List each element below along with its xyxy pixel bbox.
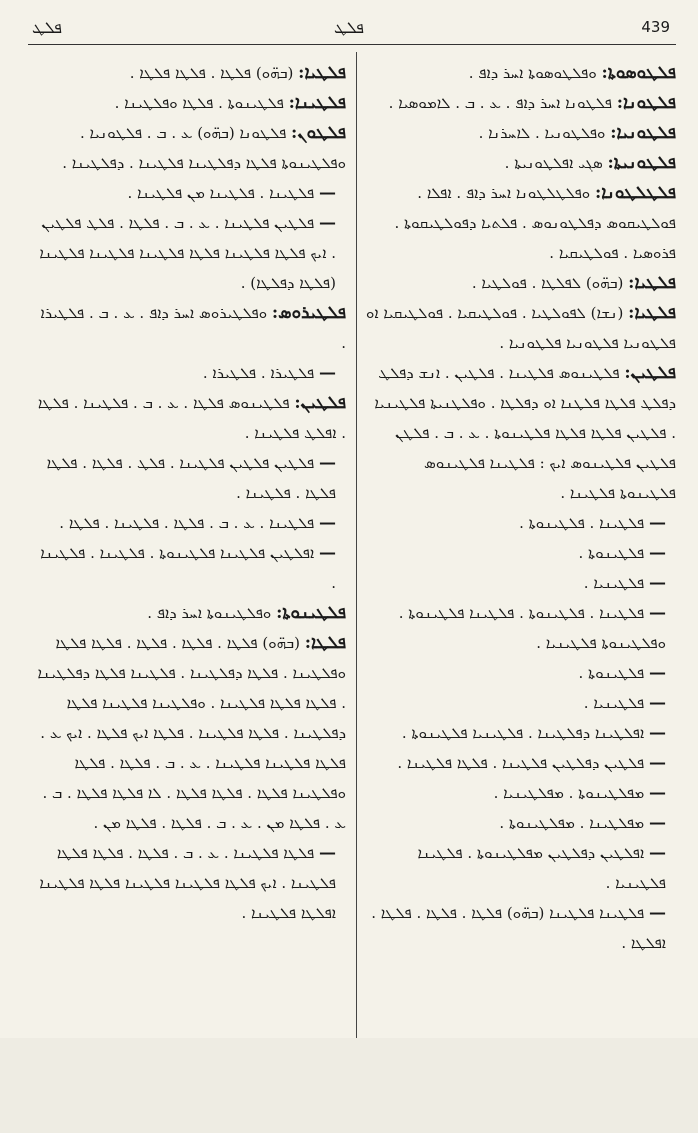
entry-definition: ܘܦܠܛܘܢܝܐ . ܠܐܚܪܢܐ .	[478, 124, 606, 142]
entry-definition: ܦܠܛܝܢܐ . ܦܠܛܝܢܘܬܐ .	[519, 514, 645, 532]
entry-headword: —	[649, 903, 666, 923]
entry-definition: (ܒܗ̈ܘ) ܦܠܛܐ . ܦܠܛܐ . ܦܠܛܐ . ܦܠܛܐ ܦܠܛܐ ܘܦܠܛܝܢܐ . ܦܠܛܐ ܕܦܠܛܝܢܐ . ܦܠܛܝܢܐ ܦܠܛܐ ܕܦܠܛܝܢܐ . ܦܠܛܐ ܦܠܛܐ ܦܠܛܝܢܐ . ܘܦܠܛܝܢܐ ܦܠܛܝܢܐ ܦܠܛܐ ܕܦܠܛܝܢܐ . ܦܠܛܐ ܦܠܛܝܢܐ . ܦܠܛܐ ܐܝܟ ܦܠܛܐ . ܐܝܟ ܥ . ܦܠܛܐ ܦܠܛܝܢܐ ܦܠܛܝܢܐ . ܥ . ܒ . ܦܠܛܐ . ܦܠܛܐ ܘܦܠܛܝܢܐ ܦܠܛܐ . ܦܠܛܐ ܦܠܛܐ . ܠܐ ܦܠܛܐ ܦܠܛܐ . ܒ . ܥ . ܦܠܛܐ ܡܢ . ܥ . ܒ . ܦܠܛܐ . ܦܠܛܐ ܡܢ .	[37, 634, 346, 832]
dictionary-entry	[34, 838, 346, 928]
entry-definition: ܡܦܠܛܝܢܘܬܐ . ܡܦܠܛܝܢܝܐ .	[493, 784, 645, 802]
entry-headword: ܦܠܛܘܢ:	[291, 123, 346, 143]
dictionary-entry	[366, 118, 676, 148]
entry-headword: —	[649, 693, 666, 713]
entry-headword: —	[649, 813, 666, 833]
entry-definition: ܦܠܛܝܢܐ . ܥ . ܒ . ܦܠܛܐ . ܦܠܛܝܢܐ . ܦܠܛܐ .	[59, 514, 315, 532]
dictionary-entry	[34, 358, 346, 388]
dictionary-entry	[366, 568, 676, 598]
left-column	[34, 58, 346, 928]
entry-headword: —	[649, 843, 666, 863]
dictionary-entry	[34, 628, 346, 838]
dictionary-entry	[366, 658, 676, 688]
dictionary-entry	[34, 88, 346, 118]
dictionary-entry	[366, 358, 676, 508]
dictionary-entry	[34, 298, 346, 358]
entry-definition: ܦܠܛܝܢܐ . ܦܠܛܝܢܐ ܡܢ ܦܠܛܝܢܐ .	[127, 184, 315, 202]
dictionary-entry	[366, 538, 676, 568]
entry-definition: ܦܠܛܝܢܝܐ .	[583, 574, 645, 592]
entry-definition: ܦܠܛܝܢ ܦܠܛܝܢܐ . ܥ . ܒ . ܦܠܛܐ . ܦܠܛ ܦܠܛܝܢ . ܐܝܟ ܦܠܛܐ ܦܠܛܝܢܐ ܦܠܛܐ ܦܠܛܝܢܐ ܦܠܛܝܢܐ ܦܠܛܝܢܐ (ܦܠܛܐ ܕܦܠܛܐ) .	[39, 214, 336, 292]
entry-headword: —	[649, 663, 666, 683]
entry-definition: ܦܠܛܐ ܦܠܛܝܢܐ . ܥ . ܒ . ܦܠܛܐ . ܦܠܛܐ ܦܠܛܐ ܦܠܛܝܢܐ . ܐܝܟ ܦܠܛܐ ܦܠܛܝܢܐ ܦܠܛܝܢܐ ܦܠܛܐ ܦܠܛܝܢܐ ܐܦܠܛܐ ܦܠܛܝܢܐ .	[39, 844, 336, 922]
entry-headword: ܦܠܛܝܢܘܬܐ:	[276, 603, 346, 623]
dictionary-entry	[366, 838, 676, 898]
entry-headword: —	[319, 513, 336, 533]
entry-headword: —	[649, 513, 666, 533]
entry-headword: —	[649, 783, 666, 803]
entry-headword: —	[319, 543, 336, 563]
entry-headword: ܦܠܛܝܪܘܣ:	[271, 303, 346, 323]
running-head-left: ܦܠܛ	[32, 18, 62, 37]
entry-definition: ܦܠܛܝܢܝܐ .	[583, 694, 645, 712]
header-rule	[28, 44, 676, 45]
right-column	[366, 58, 676, 958]
entry-headword: ܦܠܛܝܢ:	[294, 393, 346, 413]
entry-headword: —	[319, 183, 336, 203]
entry-headword: —	[319, 213, 336, 233]
entry-definition: ܐܦܠܛܝܢܐ ܕܦܠܛܝܢܐ . ܦܠܛܝܢܝܐ ܦܠܛܝܢܘܬܐ .	[401, 724, 645, 742]
entry-headword: ܦܠܛܘܢܝܐ:	[610, 123, 676, 143]
entry-headword: —	[319, 843, 336, 863]
entry-headword: ܦܠܛܝܢܐ:	[288, 93, 346, 113]
entry-definition: ܘܦܠܛܘܣܘܬܐ ܐܚܪ ܕܐܦ .	[468, 64, 597, 82]
entry-definition: ܦܠܛܝܢܘܣ ܦܠܛܝܢܐ . ܦܠܛܝܢ . ܐܢܫ ܕܦܠܛ ܕܦܠܛ ܦܠܛܐ ܦܠܛܢܐ ܐܘ ܕܦܠܛܐ . ܘܦܠܛܢܝܬܐ ܦܠܛܝܢܝܐ . ܦܠܛܝܢ ܦܠܛܐ ܦܠܛܐ ܦܠܛܝܢܘܬܐ . ܥ . ܒ . ܦܠܛܢ ܦܠܛܝܢ ܦܠܛܝܢܘܣ ܐܝܟ : ܦܠܛܝܢܐ ܦܠܛܝܢܘܣ ܦܠܛܝܢܘܬܐ ܦܠܛܝܢܐ .	[374, 364, 676, 502]
dictionary-entry	[34, 508, 346, 538]
entry-definition: ܦܠܛܘܢܐ ܐܚܪ ܕܐܦ . ܥ . ܒ . ܠܐܡܘܣܝܐ .	[388, 94, 612, 112]
dictionary-entry	[366, 268, 676, 298]
dictionary-entry	[366, 88, 676, 118]
entry-headword: ܦܠܛܝܢ:	[624, 363, 676, 383]
page-header	[28, 14, 670, 40]
dictionary-entry	[366, 58, 676, 88]
entry-definition: (ܒܗ̈ܘ) ܠܦܠܛܐ . ܦܘܠܛܝܐ .	[471, 274, 624, 292]
entry-headword: —	[319, 363, 336, 383]
dictionary-entry	[366, 808, 676, 838]
running-head-center: ܦܠܛ	[334, 18, 364, 37]
entry-headword: —	[649, 753, 666, 773]
entry-definition: ܘܦܠܛܠܛܘܢܐ ܐܚܪ ܕܐܦ . ܐܦܠܐ . ܦܘܠܛܝܩܘܣ ܕܦܠܛܘܢܘܣ . ܦܠܬܝܐ ܕܦܘܠܛܝܩܘܬܐ . ܦܪܘܣܝܐ . ܦܘܠܛܝܩܝܐ .	[394, 184, 676, 262]
entry-definition: (ܒܗ̈ܘ) ܦܠܛܐ . ܦܠܛܐ ܦܠܛܐ .	[129, 64, 294, 82]
entry-definition: ܐܦܠܛܝܢ ܕܦܠܛܝܢ ܡܦܠܛܝܢܘܬܐ . ܦܠܛܝܢܐ ܦܠܛܝܢܝܐ .	[417, 844, 666, 892]
entry-headword: —	[649, 723, 666, 743]
dictionary-entry	[34, 58, 346, 88]
entry-definition: ܐܦܠܛܝܢ ܦܠܛܝܢܐ ܦܠܛܝܢܘܬܐ . ܦܠܛܝܢܐ . ܦܠܛܝܢܐ .	[40, 544, 336, 592]
dictionary-entry	[34, 178, 346, 208]
dictionary-entry	[366, 898, 676, 958]
entry-definition: ܦܠܛܝܢܘܣ ܦܠܛܐ . ܥ . ܒ . ܦܠܛܝܢܐ . ܦܠܛܐ . ܐܦܠܛ ܦܠܛܝܢܐ .	[37, 394, 346, 442]
entry-definition: ܦܠܛܘܢܐ (ܒܗ̈ܘ) ܥ . ܒ . ܦܠܛܘܢܝܐ . ܘܦܠܛܝܢܘܬܐ ܦܠܛܐ ܕܦܠܛܝܢܐ ܦܠܛܝܢܐ . ܕܦܠܛܝܢܐ .	[62, 124, 346, 172]
entry-definition: ܘܦܠܛܝܪܘܣ ܐܚܪ ܕܐܦ . ܥ . ܒ . ܦܠܛܝܪܐ .	[40, 304, 346, 352]
dictionary-entry	[366, 688, 676, 718]
dictionary-entry	[34, 118, 346, 178]
entry-headword: ܦܠܛܠܛܘܢܐ:	[594, 183, 676, 203]
entry-definition: ܦܠܛܝܢܐ ܦܠܛܝܢܐ (ܒܗ̈ܘ) ܦܠܛܐ . ܦܠܛܐ . ܦܠܛܐ . ܐܦܠܛܐ .	[371, 904, 666, 952]
dictionary-entry	[366, 718, 676, 748]
dictionary-entry	[366, 508, 676, 538]
entry-headword: ܦܠܛܝܐ:	[298, 63, 346, 83]
entry-definition: ܦܠܛܝܢܘܬܐ .	[578, 544, 645, 562]
page-number: 439	[641, 18, 670, 36]
entry-headword: ܦܠܛܘܣܘܬܐ:	[601, 63, 676, 83]
entry-definition: ܘܦܠܛܝܢܘܬܐ ܐܚܪ ܕܐܦ .	[147, 604, 272, 622]
entry-definition: ܦܠܛܝܢܐ . ܦܠܛܝܢܘܬܐ . ܦܠܛܝܢܐ ܦܠܛܝܢܘܬܐ . ܘܦܠܛܝܢܘܬܐ ܦܠܛܝܢܝܐ .	[398, 604, 666, 652]
entry-definition: ܦܠܛܝܢܘܬܐ . ܦܠܛܐ ܘܦܠܛܝܢܐ .	[114, 94, 284, 112]
entry-definition: ܦܠܛܝܢ ܕܦܠܛܝܢ ܦܠܛܝܢܐ . ܦܠܛܐ ܦܠܛܝܢܐ .	[397, 754, 645, 772]
dictionary-entry	[366, 148, 676, 178]
entry-headword: —	[319, 453, 336, 473]
entry-headword: ܦܠܛܝܐ:	[628, 273, 676, 293]
dictionary-entry	[34, 448, 346, 508]
dictionary-entry	[366, 178, 676, 268]
entry-definition: ܦܠܛܝܢܘܬܐ .	[578, 664, 645, 682]
entry-definition: ܣܓܝ ܐܦܠܛܘܢܝܬܐ .	[504, 154, 603, 172]
dictionary-entry	[366, 748, 676, 778]
entry-headword: —	[649, 603, 666, 623]
entry-definition: ܡܦܠܛܝܢܐ . ܡܦܠܛܝܢܘܬܐ .	[499, 814, 645, 832]
dictionary-entry	[34, 538, 346, 598]
entry-headword: —	[649, 573, 666, 593]
entry-headword: ܦܠܛܝܐ:	[628, 303, 676, 323]
entry-headword: —	[649, 543, 666, 563]
column-divider	[356, 52, 357, 1112]
entry-definition: ܦܠܛܝܢ ܦܠܛܝܢ ܦܠܛܝܢܐ . ܦܠܛ . ܦܠܛܐ . ܦܠܛܐ ܦܠܛܐ . ܦܠܛܝܢܐ .	[46, 454, 336, 502]
dictionary-entry	[34, 598, 346, 628]
entry-definition: ܦܠܛܝܪܐ . ܦܠܛܝܪܐ .	[202, 364, 315, 382]
dictionary-entry	[366, 778, 676, 808]
dictionary-entry	[366, 298, 676, 358]
entry-headword: ܦܠܛܘܢܝܬܐ:	[607, 153, 676, 173]
bottom-margin	[0, 1038, 698, 1133]
dictionary-entry	[34, 208, 346, 298]
dictionary-entry	[366, 598, 676, 658]
entry-headword: ܦܠܛܐ:	[304, 633, 346, 653]
entry-headword: ܦܠܛܘܢܐ:	[616, 93, 676, 113]
dictionary-entry	[34, 388, 346, 448]
entry-definition: (ܢܫܐ) ܠܦܘܠܛܝܐ . ܦܘܠܛܝܩܝܐ . ܦܘܠܛܝܩܝܐ ܐܘ ܦܠܛܘܢܝܐ ܦܠܛܘܢܝܐ ܦܠܛܘܢܝܐ .	[366, 304, 676, 352]
